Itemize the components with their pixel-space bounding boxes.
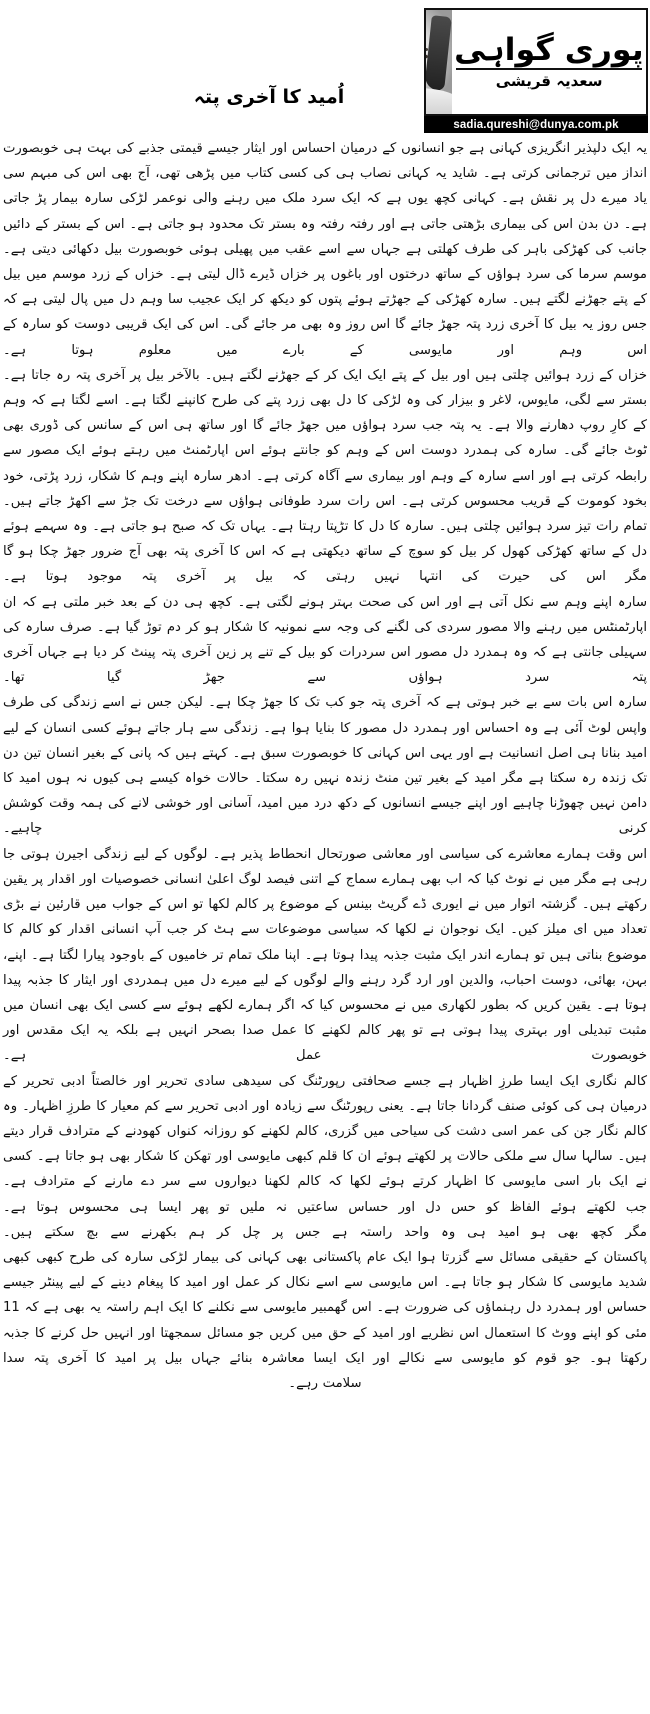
article-paragraph: اس وقت ہمارے معاشرے کی سیاسی اور معاشی صورتحال انحطاط پذیر ہے۔ لوگوں کے لیے زندگی اجیرن ہوتی جا رہی ہے مگر میں نے نوٹ کیا کہ اب بھی ہمارے سماج کے اتنی فیصد لوگ اعلیٰ انسانی خصوصیات اور اقدار پر یقین رکھتے ہیں۔ گزشتہ اتوار میں نے ایوری ڈے گریٹ بینس کے موضوع پر کالم لکھا تو اس کے جواب میں قارئین نے بڑی تعداد میں ای میلز کیں۔ ایک نوجوان نے لکھا کہ سیاسی موضوعات سے ہٹ کر جب آپ انسانی اقدار کو کالم کا موضوع بناتی ہیں تو ہمارے اندر ایک مثبت جذبہ پیدا ہوتا ہے۔ اپنا ملک تمام تر خامیوں کے باوجود پیارا لگتا ہے۔ اپنے، بہن، بھائی، دوست احباب، والدین اور ارد گرد رہنے والے لوگوں کے لیے میرے دل میں ہمدردی اور ایثار کا جذبہ پیدا ہوتا ہے۔ یقین کریں کہ بطور لکھاری میں نے محسوس کیا کہ اگر ہمارے لکھے ہوئے سے کسی ایک بھی انسان میں مثبت تبدیلی اور بہتری پیدا ہوتی ہے تو پھر کالم لکھنے کا عمل صدا بصحر انہیں ہے بلکہ یہ ایک مقدس اور خوبصورت عمل ہے۔ — [3, 846, 647, 1064]
article-paragraph: خزاں کے زرد ہوائیں چلتی ہیں اور بیل کے پتے ایک ایک کر کے جھڑنے لگتے ہیں۔ بالآخر بیل پر آخری پتہ رہ جاتا ہے۔ بستر سے لگی، مایوس، لاغر و بیزار کی وہ لڑکی کا دل بھی زرد پتے کی طرح کانپنے لگتا ہے۔ اسے لگتا ہے کہ وہم کے کارِ روپ دھارنے والا ہے۔ یہ پتہ جب سرد ہواؤں میں جھڑ جائے گا اور ساتھ ہی اس کے سانس کی ڈوری بھی ٹوٹ جائے گی۔ سارہ کی ہمدرد دوست اس کے وہم کو جانتے ہوئے اس اپارٹمنٹ میں رہتے ہوئے ایک مصور سے رابطہ کرتی ہے اور اسے سارہ کے وہم اور بیماری سے آگاہ کرتی ہے۔ ادھر سارہ اپنے وہم کا شکار، زرد پڑتی، خود بخود کوموت کے قریب محسوس کرتی ہے۔ اس رات سرد طوفانی ہواؤں سے درخت تک جڑ سے اکھڑ جاتے ہیں۔ تمام رات تیز سرد ہوائیں چلتی ہیں۔ سارہ کا دل کا تڑپتا رہتا ہے۔ یہاں تک کہ صبح ہو جاتی ہے۔ وہ سہمے ہوئے دل کے ساتھ کھڑکی کھول کر بیل کو سوچ کے ساتھ دیکھتی ہے کہ اس کا آخری پتہ بھی آج ضرور جھڑ چکا ہو گا مگر اس کی حیرت کی انتہا نہیں رہتی کہ بیل پر آخری پتہ موجود ہوتا ہے۔ — [3, 367, 647, 585]
publication-logo-text: پوری گواہی — [454, 32, 644, 69]
author-email-address[interactable]: sadia.qureshi@dunya.com.pk — [453, 118, 619, 131]
author-portrait-photo — [424, 10, 452, 114]
article-paragraph: سارہ اپنے وہم سے نکل آتی ہے اور اس کی صحت بہتر ہونے لگتی ہے۔ کچھ ہی دن کے بعد خبر ملتی ہے کہ ان اپارٹمنٹس میں رہنے والا مصور سردی کی لگنے کی وجہ سے نمونیہ کا شکار ہو کر دم توڑ گیا ہے۔ صرف سارہ کی سہیلی جانتی ہے کہ وہ ہمدرد دل مصور اس سردرات کو بیل کے تنے پر زین آخری پتہ پینٹ کر دیا ہے جہاں آخری پتہ سرد ہواؤں سے جھڑ گیا تھا۔ — [3, 594, 647, 686]
article-paragraph: یہ ایک دلپذیر انگریزی کہانی ہے جو انسانوں کے درمیان احساس اور ایثار جیسے قیمتی جذبے کی بہت ہی خوبصورت انداز میں ترجمانی کرتی ہے۔ شاید یہ کہانی نصاب ہی کی کسی کتاب میں پڑھی تھی، آج بھی اس کی مبہم سی یاد میرے دل پر نقش ہے۔ کہانی کچھ یوں ہے کہ ایک سرد ملک میں رہنے والی نوعمر لڑکی سارہ بیمار پڑ جاتی ہے۔ دن بدن اس کی بیماری بڑھتی جاتی ہے اور رفتہ رفتہ وہ بستر تک محدود ہو جاتی ہے۔ اس کے بستر کے دائیں جانب کی کھڑکی باہر کی طرف کھلتی ہے جہاں سے اسے عقب میں پھیلی ہوئی خوبصورت بیل دکھائی دیتی ہے۔ موسم سرما کی سرد ہواؤں کے ساتھ درختوں اور باغوں پر خزاں ڈیرے ڈال لیتی ہے۔ خزاں کے زرد موسم میں بیل کے پتے جھڑنے لگتے ہیں۔ سارہ کھڑکی کے جھڑتے ہوئے پتوں کو دیکھ کر ایک عجیب سا وہم دل میں پال لیتی ہے کہ جس روز یہ بیل کا آخری زرد پتہ جھڑ جائے گا اس روز وہ بھی مر جائے گی۔ اس کی ایک قریبی دوست کو سارہ کے اس وہم اور مایوسی کے بارے میں معلوم ہوتا ہے۔ — [3, 141, 647, 358]
article-paragraph: سارہ اس بات سے بے خبر ہوتی ہے کہ آخری پتہ جو کب تک کا جھڑ چکا ہے۔ لیکن جس نے اسے زندگی کی طرف واپس لوٹ آئی ہے وہ احساس اور ہمدرد دل مصور کا بنایا ہوا ہے۔ زندگی سے ہار جاتے ہوئے کسی انسان کے لیے امید بنانا ہی اصل انسانیت ہے اور یہی اس کہانی کا خوبصورت سبق ہے۔ کہتے ہیں کہ پانی کے بغیر انسان تین دن تک زندہ رہ سکتا ہے مگر امید کے بغیر تین منٹ زندہ نہیں رہ سکتا۔ حالات خواہ کیسے ہی کیوں نہ ہوں امید کا دامن نہیں چھوڑنا چاہیے اور اپنے جیسے انسانوں کے دکھ درد میں امید، آسانی اور خوشی لانے کی ہمہ وقت کوشش کرنی چاہیے۔ — [3, 695, 647, 837]
masthead-block — [424, 8, 648, 116]
article-paragraph: سلامت رہے۔ — [288, 1375, 362, 1391]
author-email-bar — [424, 116, 648, 133]
article-paragraph: کالم نگاری ایک ایسا طرزِ اظہار ہے جسے صحافتی رپورٹنگ کی سیدھی سادی تحریر اور خالصتاً ادبی تحریر کے درمیان ہی کی کوئی صنف گردانا جاتا ہے۔ یعنی رپورٹنگ سے زیادہ اور ادبی تحریر سے کم معیار کا طرزِ اظہار۔ وہ کالم نگار جن کی عمر اسی دشت کی سیاحی میں گزری، کالم لکھنے کو روزانہ کنواں کھودنے کے مترادف قرار دیتے ہیں۔ سالہا سال سے ملکی حالات پر لکھتے ہوئے ان کا قلم کبھی مایوسی اور تھکن کا شکار بھی ہو جاتا ہے۔ کسی نے ایک بار اسی مایوسی کا اظہار کرتے ہوئے لکھا کہ کالم لکھنا دیواروں سے سر دے مارنے کے مترادف ہے۔ — [3, 1073, 647, 1190]
masthead-brand — [452, 10, 646, 114]
article-paragraph: پاکستان کے حقیقی مسائل سے گزرتا ہوا ایک عام پاکستانی بھی کہانی کی بیمار لڑکی سارہ کی طرح کبھی کبھی شدید مایوسی کا شکار ہو جاتا ہے۔ اس مایوسی سے اسے نکال کر عمل اور امید کا پیغام دینے کے لیے پینٹر جیسے حساس اور ہمدرد دل رہنماؤں کی ضرورت ہے۔ اس گھمبیر مایوسی سے نکلنے کا ایک اہم راستہ یہ بھی ہے کہ 11 مئی کو اپنے ووٹ کا استعمال اس نظریے اور امید کے حق میں کریں جو مسائل سمجھتا اور انہیں حل کرنے کا جذبہ رکھتا ہو۔ جو قوم کو مایوسی سے نکالے اور ایک ایسا معاشرہ بنائے جہاں بیل پر امید کا آخری پتہ سدا — [3, 1249, 647, 1366]
headline-text: اُمید کا آخری پتہ — [193, 86, 345, 108]
article-headline — [134, 86, 404, 108]
portrait-shawl — [424, 88, 452, 114]
article-body — [3, 136, 647, 1396]
article-paragraph: جب لکھتے ہوئے الفاظ کو حس دل اور حساس ساعتیں نہ ملیں تو پھر ایسا ہی محسوس ہوتا ہے۔ — [3, 1199, 647, 1215]
article-paragraph: مگر کچھ بھی ہو امید ہی وہ واحد راستہ ہے جس پر چل کر ہم بکھرنے سے بچ سکتے ہیں۔ — [3, 1224, 647, 1240]
author-name: سعدیہ قریشی — [495, 71, 603, 90]
